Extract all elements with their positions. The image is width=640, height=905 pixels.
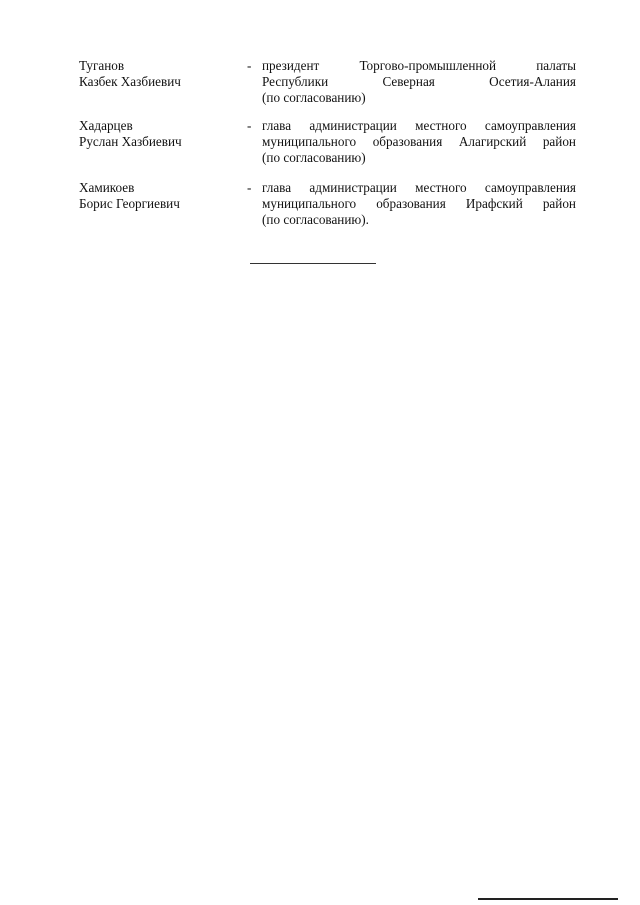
position-line: (по согласованию). [262, 212, 369, 227]
position-line: (по согласованию) [262, 90, 366, 105]
position-line: глава администрации местного самоуправления [262, 180, 576, 195]
member-surname: Хадарцев [79, 118, 133, 133]
member-position [262, 118, 576, 166]
member-name [79, 58, 239, 90]
position-line: муниципального образования Алагирский район [262, 134, 576, 149]
position-line: глава администрации местного самоуправления [262, 118, 576, 133]
member-surname: Хамикоев [79, 180, 135, 195]
member-given-names: Казбек Хазбиевич [79, 74, 181, 89]
member-name [79, 118, 239, 150]
position-line: президент Торгово-промышленной палаты [262, 58, 576, 73]
position-line: Республики Северная Осетия-Алания [262, 74, 576, 89]
member-position [262, 58, 576, 106]
dash-separator: - [247, 180, 252, 195]
position-line: (по согласованию) [262, 150, 366, 165]
end-of-list-rule [250, 263, 376, 264]
footer-rule [478, 898, 618, 900]
member-name [79, 180, 239, 212]
member-surname: Туганов [79, 58, 125, 73]
member-given-names: Руслан Хазбиевич [79, 134, 182, 149]
member-given-names: Борис Георгиевич [79, 196, 180, 211]
dash-separator: - [247, 58, 252, 73]
member-position [262, 180, 576, 228]
dash-separator: - [247, 118, 252, 133]
position-line: муниципального образования Ирафский район [262, 196, 576, 211]
